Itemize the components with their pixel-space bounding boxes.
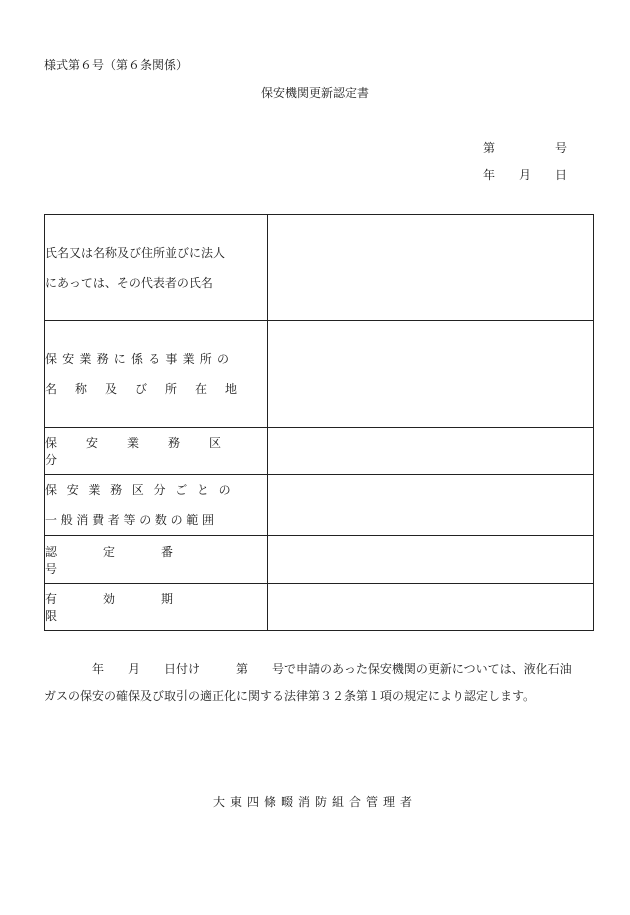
document-number	[483, 139, 567, 156]
table-row	[45, 584, 594, 631]
label-line: 名称及び所在地	[45, 382, 256, 396]
validity-period-label	[45, 584, 268, 631]
table-row	[45, 321, 594, 428]
certification-statement	[44, 656, 584, 710]
table-row	[45, 536, 594, 584]
certificate-table	[44, 214, 594, 631]
issue-date	[483, 166, 567, 183]
table-row	[45, 428, 594, 475]
consumer-range-value	[268, 475, 594, 536]
label-line: 保安業務に係る事業所の	[45, 352, 235, 366]
label-line: 一般消費者等の数の範囲	[45, 513, 218, 527]
service-category-label	[45, 428, 268, 475]
issuing-authority: 大東四條畷消防組合管理者	[212, 795, 417, 809]
statement-line-1: 年 月 日付け 第 号で申請のあった保安機関の更新については、液化石油	[44, 662, 572, 676]
table-row	[45, 475, 594, 536]
form-label: 様式第６号（第６条関係）	[44, 58, 189, 72]
office-value	[268, 321, 594, 428]
label-line: にあっては、その代表者の氏名	[45, 275, 213, 290]
document-title: 保安機関更新認定書	[260, 86, 369, 100]
certification-number-label	[45, 536, 268, 584]
validity-period-value	[268, 584, 594, 631]
number-prefix: 第	[483, 141, 496, 155]
date-month: 月	[518, 168, 531, 182]
date-day: 日	[554, 168, 567, 182]
certification-number-value	[268, 536, 594, 584]
date-year: 年	[483, 168, 496, 182]
label-line: 保安業務区分ごとの	[45, 483, 241, 497]
number-suffix: 号	[554, 141, 567, 155]
table-row	[45, 215, 594, 321]
name-address-label	[45, 215, 268, 321]
statement-line-2: ガスの保安の確保及び取引の適正化に関する法律第３２条第１項の規定により認定します。	[44, 689, 536, 703]
consumer-range-label	[45, 475, 268, 536]
service-category-value	[268, 428, 594, 475]
office-label	[45, 321, 268, 428]
label-line: 認定番号	[45, 544, 220, 576]
label-line: 保安業務区分	[45, 436, 251, 467]
label-line: 氏名又は名称及び住所並びに法人	[45, 245, 226, 260]
name-address-value	[268, 215, 594, 321]
label-line: 有効期限	[45, 592, 220, 623]
